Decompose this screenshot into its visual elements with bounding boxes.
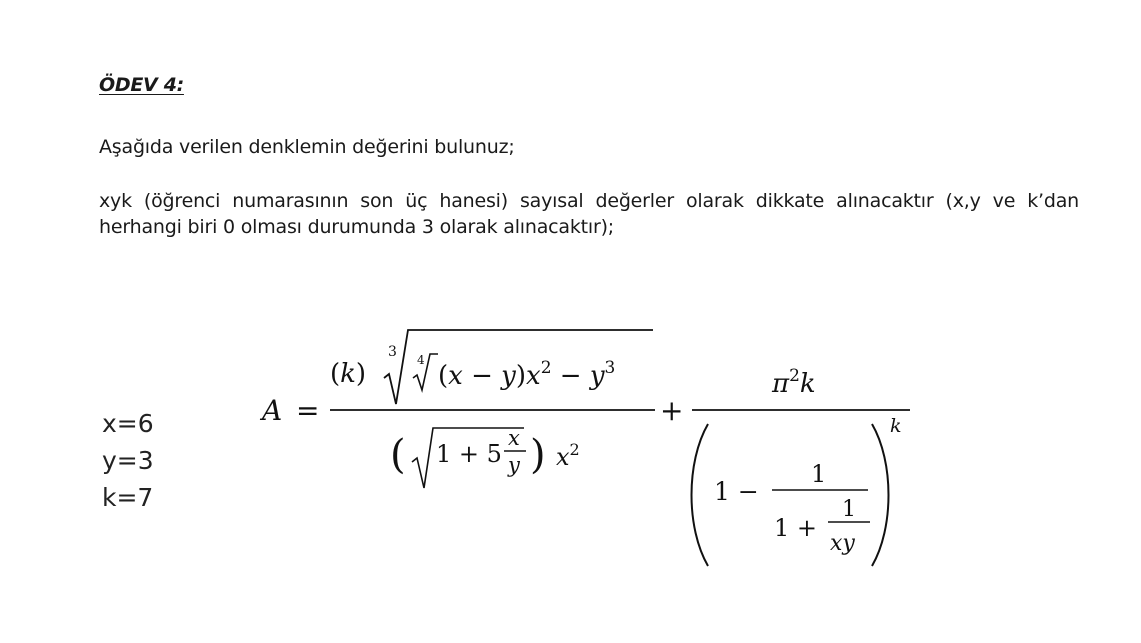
variable-list [102, 405, 154, 516]
term2-big-left-paren [692, 424, 709, 566]
term2-inner-numerator: 1 [811, 460, 827, 488]
variable-k: k=7 [102, 483, 154, 512]
equation-lhs: A [262, 394, 283, 427]
term2-one: 1 − [714, 477, 759, 506]
inner-radicand: $(x - y)x^2 - y^3$ [438, 358, 616, 391]
assignment-heading: ÖDEV 4: [99, 74, 184, 96]
term2-big-right-paren [872, 424, 889, 566]
equation [250, 320, 930, 580]
inner-root-index: 4 [417, 353, 425, 367]
term2-nested-denominator: xy [830, 531, 855, 556]
plus-sign: + [660, 394, 684, 427]
equals-sign: = [296, 394, 320, 427]
term2-inner-denominator: 1 + [774, 514, 818, 542]
note-line-1: xyk (öğrenci numarasının son üç hanesi) sayısal değerler olarak dikkate alınacaktır (x,y ve k’dan [99, 190, 1079, 212]
term1-x-squared: $x^2$ [556, 440, 580, 471]
term1-right-paren: ) [530, 432, 546, 478]
term2-exponent: k [890, 415, 902, 437]
note-line-2: herhangi biri 0 olması durumunda 3 olarak alınacaktır); [99, 216, 614, 238]
term2-nested-numerator: 1 [842, 497, 856, 522]
equation-figure [250, 320, 930, 580]
fraction-y: y [508, 453, 520, 477]
term1-radicand: 1 + 5 [436, 440, 502, 468]
variable-y: y=3 [102, 446, 154, 475]
variable-x: x=6 [102, 409, 154, 438]
instruction-text: Aşağıda verilen denklemin değerini bulunuz; [99, 136, 515, 158]
term1-left-paren: ( [390, 432, 406, 478]
fraction-x: x [508, 426, 520, 450]
term1-coefficient: (k) [330, 359, 367, 389]
note-paragraph [99, 188, 1079, 240]
outer-root-index: 3 [388, 344, 397, 360]
term2-numerator: $\pi^2k$ [772, 366, 816, 399]
